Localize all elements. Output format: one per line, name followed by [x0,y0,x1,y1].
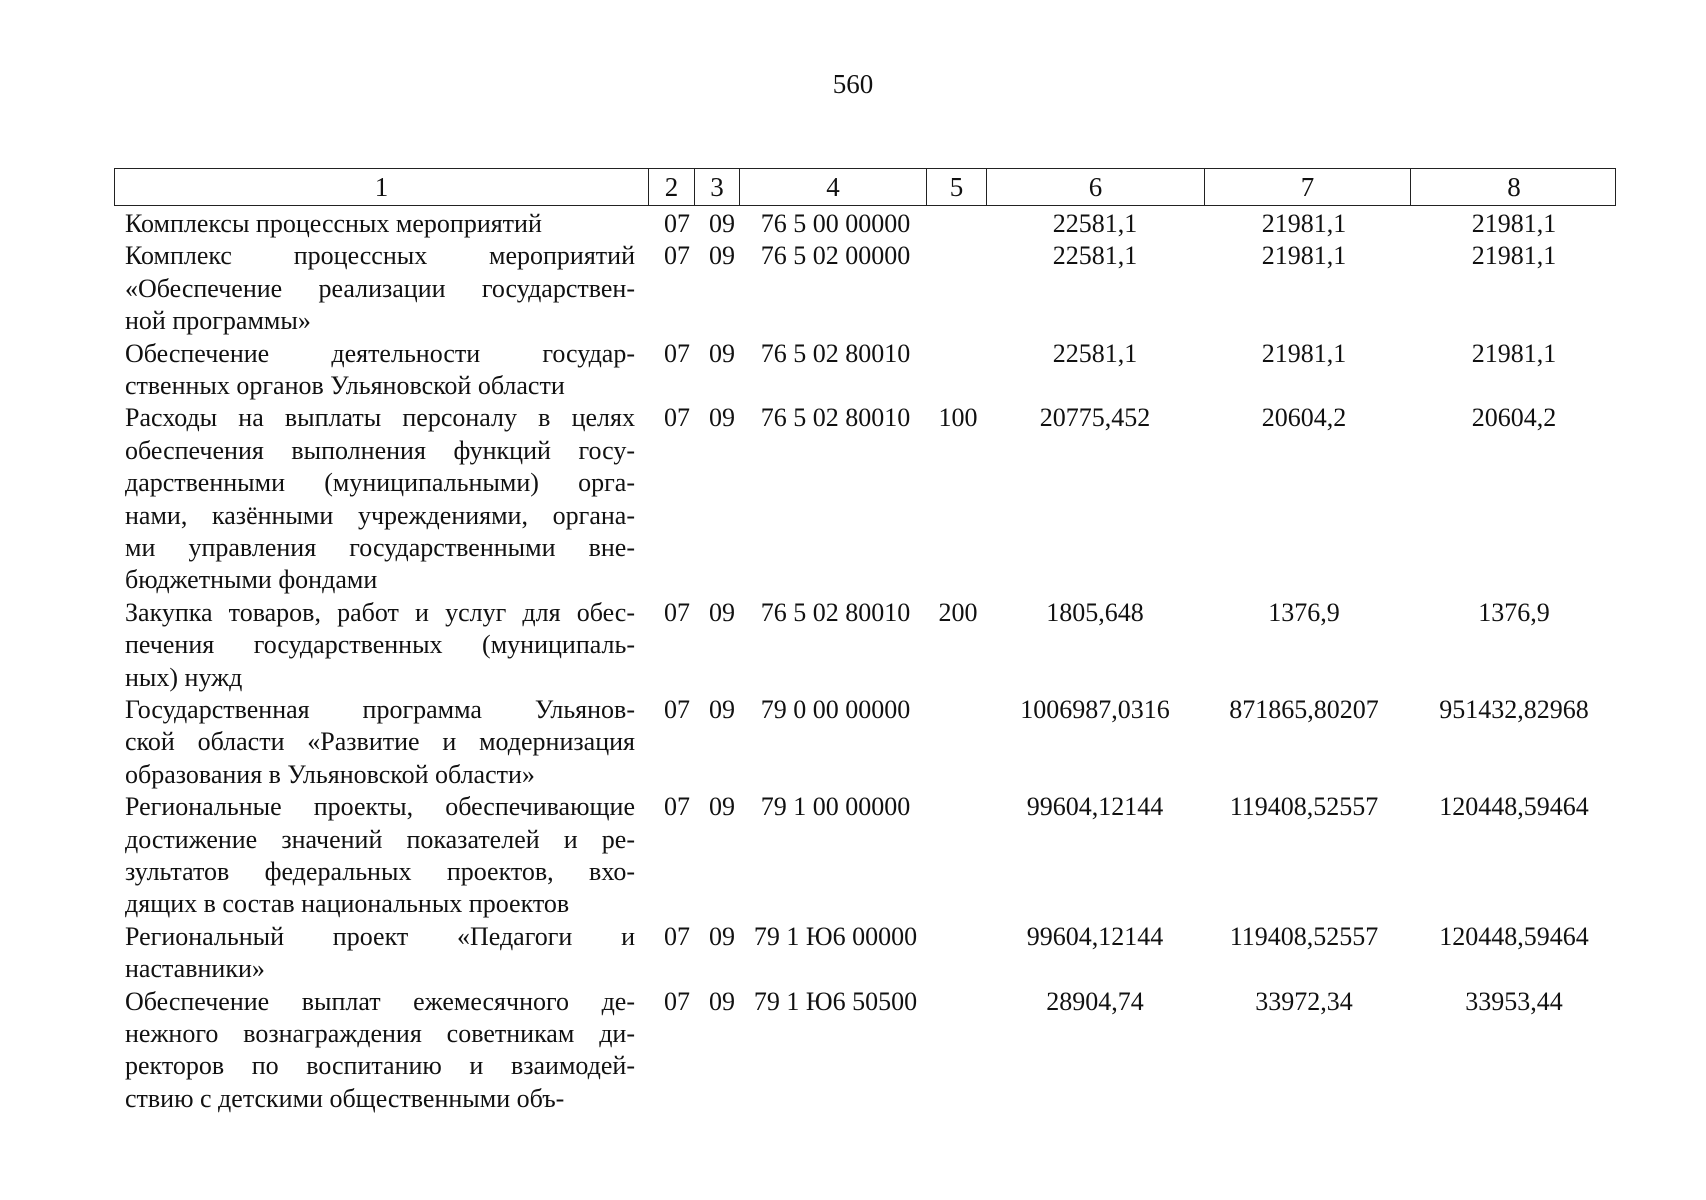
row-name-line: Региональные проекты, обеспечивающие [125,792,635,822]
table-row [0,338,1706,403]
row-cell-c7: 871865,80207 [1229,695,1379,724]
column-header-7: 7 [1205,169,1411,205]
table-row [0,694,1706,791]
row-name-line: Обеспечение деятельности государ- [125,338,635,368]
row-cell-c7: 21981,1 [1261,241,1347,271]
row-cell-c2: 07 [664,792,690,822]
row-cell-c2: 07 [664,241,690,271]
row-name-line: Закупка товаров, работ и услуг для обес- [125,597,635,627]
row-name-cell [125,208,635,240]
row-cell-c2: 07 [664,695,690,724]
row-name-cell [125,402,635,596]
row-cell-c7: 21981,1 [1261,338,1347,368]
row-cell-c4: 76 5 02 80010 [760,597,911,627]
table-row [0,597,1706,694]
row-cell-c4: 76 5 02 00000 [760,241,911,271]
row-cell-c7: 21981,1 [1261,209,1347,238]
row-cell-c6: 22581,1 [1052,338,1138,368]
row-cell-c6: 20775,452 [1039,403,1151,433]
row-name-line: Расходы на выплаты персоналу в целях [125,403,635,433]
row-name-line: зультатов федеральных проектов, вхо- [125,857,635,886]
row-cell-c4: 79 1 Ю6 50500 [753,986,918,1016]
row-name-line: ректоров по воспитанию и взаимодей- [125,1051,635,1081]
row-cell-c6: 99604,12144 [1026,792,1164,822]
column-header-1: 1 [115,169,649,205]
row-cell-c4: 79 0 00 00000 [760,695,911,724]
row-name-cell [125,240,635,337]
row-name-line: наставники» [125,954,265,984]
row-cell-c3: 09 [709,921,735,951]
row-cell-c3: 09 [709,403,735,433]
table-row [0,791,1706,921]
row-cell-c3: 09 [709,241,735,271]
row-cell-c8: 20604,2 [1471,403,1557,433]
column-header-2: 2 [649,169,695,205]
row-name-line: ственных органов Ульяновской области [125,371,565,400]
row-cell-c3: 09 [709,338,735,368]
row-cell-c6: 99604,12144 [1026,921,1164,951]
row-name-line: «Обеспечение реализации государствен- [125,273,635,303]
table-row [0,921,1706,986]
row-cell-c3: 09 [709,792,735,822]
row-cell-c4: 79 1 00 00000 [760,792,911,822]
row-cell-c8: 21981,1 [1471,241,1557,271]
row-cell-c4: 79 1 Ю6 00000 [753,921,918,951]
row-cell-c3: 09 [709,986,735,1016]
row-cell-c6: 1805,648 [1046,597,1144,627]
row-cell-c2: 07 [664,403,690,433]
row-cell-c8: 21981,1 [1471,209,1557,238]
row-name-cell [125,791,635,921]
row-cell-c3: 09 [709,597,735,627]
row-name-line: нежного вознаграждения советникам ди- [125,1019,635,1048]
row-name-line: ствию с детскими общественными объ- [125,1083,565,1113]
row-cell-c8: 951432,82968 [1439,695,1589,724]
row-cell-c6: 1006987,0316 [1020,695,1170,724]
row-name-line: ных) нужд [125,662,243,692]
row-cell-c4: 76 5 02 80010 [760,338,911,368]
row-cell-c8: 21981,1 [1471,338,1557,368]
row-name-line: дящих в состав национальных проектов [125,889,570,919]
row-cell-c2: 07 [664,338,690,368]
page-number: 560 [832,69,874,99]
row-name-cell [125,986,635,1116]
row-name-line: дарственными (муниципальными) орга- [125,468,635,498]
row-cell-c3: 09 [709,695,735,724]
row-name-line: Государственная программа Ульянов- [125,695,635,724]
row-cell-c7: 33972,34 [1255,986,1353,1016]
row-cell-c8: 120448,59464 [1439,921,1589,951]
row-cell-c8: 33953,44 [1465,986,1563,1016]
row-name-line: обеспечения выполнения функций госу- [125,435,635,465]
table-row [0,240,1706,337]
row-name-line: Комплексы процессных мероприятий [125,209,542,238]
row-name-line: Обеспечение выплат ежемесячного де- [125,986,635,1016]
row-cell-c5: 200 [938,597,978,627]
column-header-3: 3 [695,169,740,205]
row-cell-c4: 76 5 00 00000 [760,209,911,238]
row-name-line: ской области «Развитие и модернизация [125,727,635,757]
column-header-4: 4 [740,169,927,205]
row-name-line: бюджетными фондами [125,565,378,595]
row-cell-c4: 76 5 02 80010 [760,403,911,433]
row-name-line: печения государственных (муниципаль- [125,630,635,660]
row-name-line: достижение значений показателей и ре- [125,824,635,854]
row-name-cell [125,338,635,403]
table-row [0,402,1706,596]
row-name-cell [125,597,635,694]
row-cell-c7: 119408,52557 [1229,921,1379,951]
column-header-row [114,168,1616,206]
row-cell-c7: 20604,2 [1261,403,1347,433]
row-name-line: ной программы» [125,306,311,336]
row-name-line: Региональный проект «Педагоги и [125,921,635,951]
row-cell-c3: 09 [709,209,735,238]
row-cell-c6: 22581,1 [1052,209,1138,238]
table-row [0,986,1706,1116]
row-cell-c7: 1376,9 [1268,597,1340,627]
row-cell-c2: 07 [664,921,690,951]
row-cell-c5: 100 [938,403,978,433]
table-row [0,208,1706,240]
row-cell-c2: 07 [664,597,690,627]
row-name-cell [125,921,635,986]
row-cell-c2: 07 [664,209,690,238]
row-cell-c2: 07 [664,986,690,1016]
row-cell-c7: 119408,52557 [1229,792,1379,822]
row-name-line: Комплекс процессных мероприятий [125,241,635,271]
row-cell-c8: 1376,9 [1478,597,1550,627]
row-name-line: ми управления государственными вне- [125,533,635,563]
row-name-line: нами, казёнными учреждениями, органа- [125,500,635,530]
row-cell-c6: 28904,74 [1046,986,1144,1016]
row-name-line: образования в Ульяновской области» [125,759,535,789]
row-name-cell [125,694,635,791]
row-cell-c6: 22581,1 [1052,241,1138,271]
column-header-5: 5 [927,169,987,205]
row-cell-c8: 120448,59464 [1439,792,1589,822]
column-header-6: 6 [987,169,1205,205]
column-header-8: 8 [1507,172,1521,202]
